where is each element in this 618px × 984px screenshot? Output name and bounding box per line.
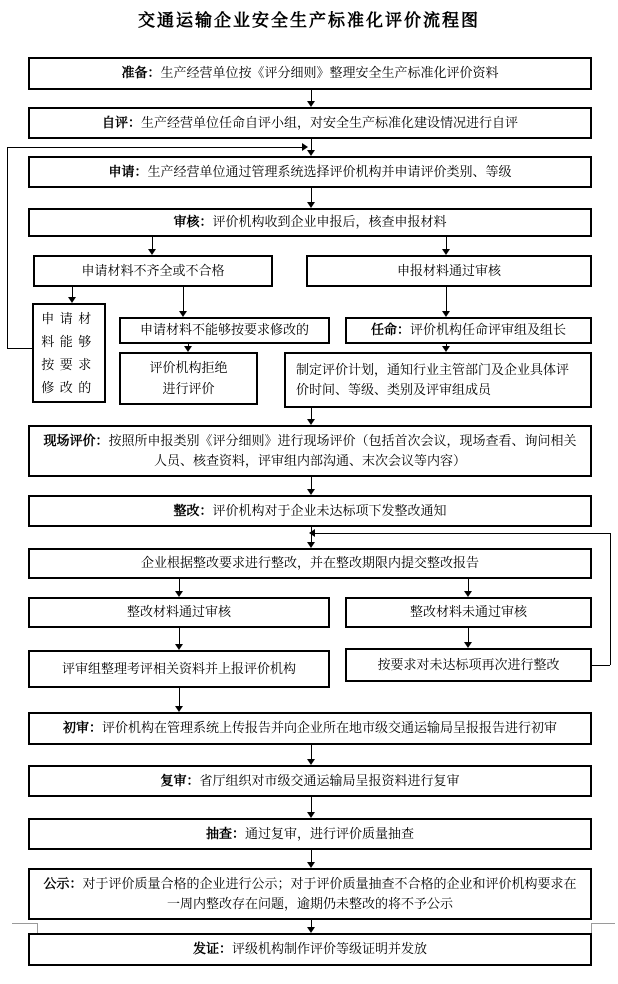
flow-node-incomplete [33, 255, 273, 287]
flow-node-apply [28, 156, 592, 188]
arrowhead-left-icon [309, 529, 315, 537]
node-label: 申请： [108, 163, 148, 179]
arrowhead-down-icon [307, 862, 315, 868]
flow-node-cannot-revise [119, 317, 330, 344]
arrowhead-down-icon [307, 101, 315, 107]
node-text: 整改材料未通过审核 [409, 604, 527, 620]
flow-node-rectify [28, 495, 592, 527]
node-text: 对于评价质量合格的企业进行公示；对于评价质量抽查不合格的企业和评价机构要求在一周内整改存在问题，逾期仍未整改的将不予公示 [82, 875, 577, 911]
node-label: 复审： [160, 772, 200, 788]
flow-node-first-review [28, 712, 592, 745]
node-text-line: 料能够 [41, 333, 97, 349]
flow-node-prepare [28, 57, 592, 90]
node-label: 审核： [173, 214, 213, 230]
connector-loop-left-stub [7, 348, 32, 349]
node-text: 省厅组织对市级交通运输局呈报资料进行复审 [199, 772, 460, 788]
arrowhead-down-icon [307, 759, 315, 765]
node-text: 通过复审，进行评价质量抽查 [245, 825, 415, 841]
flow-node-re-rectify [345, 648, 592, 682]
node-label: 抽查： [205, 825, 245, 841]
arrowhead-down-icon [175, 706, 183, 712]
arrowhead-down-icon [442, 311, 450, 317]
node-text: 申报材料通过审核 [396, 262, 501, 278]
arrowhead-down-icon [442, 346, 450, 352]
node-text: 按要求对未达标项再次进行整改 [377, 656, 560, 672]
flow-node-self-eval [28, 107, 592, 139]
connector-gray-left-horizontal [12, 923, 37, 924]
node-label: 准备： [121, 65, 161, 81]
node-text: 评价机构任命评审组及组长 [410, 322, 567, 338]
connector-loop-left-vertical [7, 147, 8, 348]
node-text: 生产经营单位按《评分细则》整理安全生产标准化评价资料 [160, 65, 499, 81]
flow-node-rectify-submit [28, 548, 592, 579]
node-text: 评级机构制作评价等级证明并发放 [232, 941, 428, 957]
arrowhead-down-icon [175, 644, 183, 650]
node-text: 按照所申报类别《评分细则》进行现场评价（包括首次会议，现场查看、询问相关人员、核查资料，评审组内部沟通、末次会议等内容） [108, 432, 577, 468]
arrowhead-down-icon [307, 419, 315, 425]
node-label: 公示： [43, 875, 83, 891]
arrowhead-down-icon [175, 591, 183, 597]
connector-gray-left-vertical [37, 923, 38, 933]
arrowhead-down-icon [184, 346, 192, 352]
node-label: 发证： [192, 941, 232, 957]
arrowhead-down-icon [464, 591, 472, 597]
arrowhead-down-icon [307, 489, 315, 495]
node-text: 生产经营单位通过管理系统选择评价机构并申请评价类别、等级 [147, 163, 512, 179]
connector-gray-right-horizontal [591, 923, 615, 924]
node-text-line: 修改的 [41, 380, 97, 396]
arrowhead-down-icon [307, 927, 315, 933]
arrowhead-down-icon [307, 542, 315, 548]
flow-node-pass-review [306, 255, 592, 287]
arrowhead-down-icon [442, 249, 450, 255]
node-text: 整改材料通过审核 [126, 604, 231, 620]
arrowhead-down-icon [464, 642, 472, 648]
node-text: 制定评价计划，通知行业主管部门及企业具体评价时间、等级、类别及评审组成员 [296, 361, 570, 397]
node-text-line: 评价机构拒绝 [149, 360, 228, 376]
arrowhead-down-icon [179, 311, 187, 317]
node-label: 整改： [173, 502, 213, 518]
flow-node-onsite [28, 425, 592, 477]
arrowhead-down-icon [68, 297, 76, 303]
flow-node-report-up [28, 650, 330, 688]
flow-node-spot-check [28, 818, 592, 850]
page-title: 交通运输企业安全生产标准化评价流程图 [138, 11, 480, 30]
flow-node-refuse [119, 352, 258, 405]
connector-gray-right-vertical [591, 923, 592, 933]
node-text: 评审组整理考评相关资料并上报评价机构 [61, 660, 296, 676]
connector-loop-left-top [7, 147, 303, 148]
node-text: 评价机构在管理系统上传报告并向企业所在地市级交通运输局呈报报告进行初审 [102, 720, 558, 736]
connector-loop-right-top [315, 533, 610, 534]
connector-reportup-firstreview [179, 688, 180, 708]
connector-pass-appoint [446, 287, 447, 313]
connector-incomplete-cannotrevise [183, 287, 184, 313]
node-label: 现场评价： [43, 432, 109, 448]
node-text: 生产经营单位任命自评小组，对安全生产标准化建设情况进行自评 [141, 114, 519, 130]
node-text: 评价机构对于企业未达标项下发整改通知 [212, 502, 447, 518]
flow-node-certificate [28, 933, 592, 966]
node-text: 企业根据整改要求进行整改，并在整改期限内提交整改报告 [140, 555, 479, 571]
node-text: 申请材料不齐全或不合格 [81, 262, 225, 278]
flow-node-can-revise [32, 303, 106, 403]
node-text: 申请材料不能够按要求修改的 [139, 322, 309, 338]
arrowhead-down-icon [148, 249, 156, 255]
connector-loop-right-vertical [610, 533, 611, 665]
node-label: 任命： [370, 322, 410, 338]
connector-loop-right-stub [592, 665, 610, 666]
node-text-line: 申请材 [41, 310, 97, 326]
flow-node-second-review [28, 765, 592, 797]
arrowhead-down-icon [307, 150, 315, 156]
arrowhead-down-icon [307, 812, 315, 818]
flow-node-rectify-fail [345, 597, 592, 628]
flow-node-rectify-pass [28, 597, 330, 628]
arrowhead-down-icon [307, 202, 315, 208]
arrowhead-right-icon [302, 143, 308, 151]
node-text-line: 进行评价 [162, 380, 215, 396]
node-label: 自评： [101, 114, 141, 130]
node-text: 评价机构收到企业申报后，核查申报材料 [212, 214, 447, 230]
flow-node-plan [284, 352, 592, 408]
node-text-line: 按要求 [41, 357, 97, 372]
flow-node-review [28, 208, 592, 237]
node-label: 初审： [62, 720, 102, 736]
flow-node-publicity [28, 868, 592, 920]
flow-node-appoint [345, 317, 592, 344]
